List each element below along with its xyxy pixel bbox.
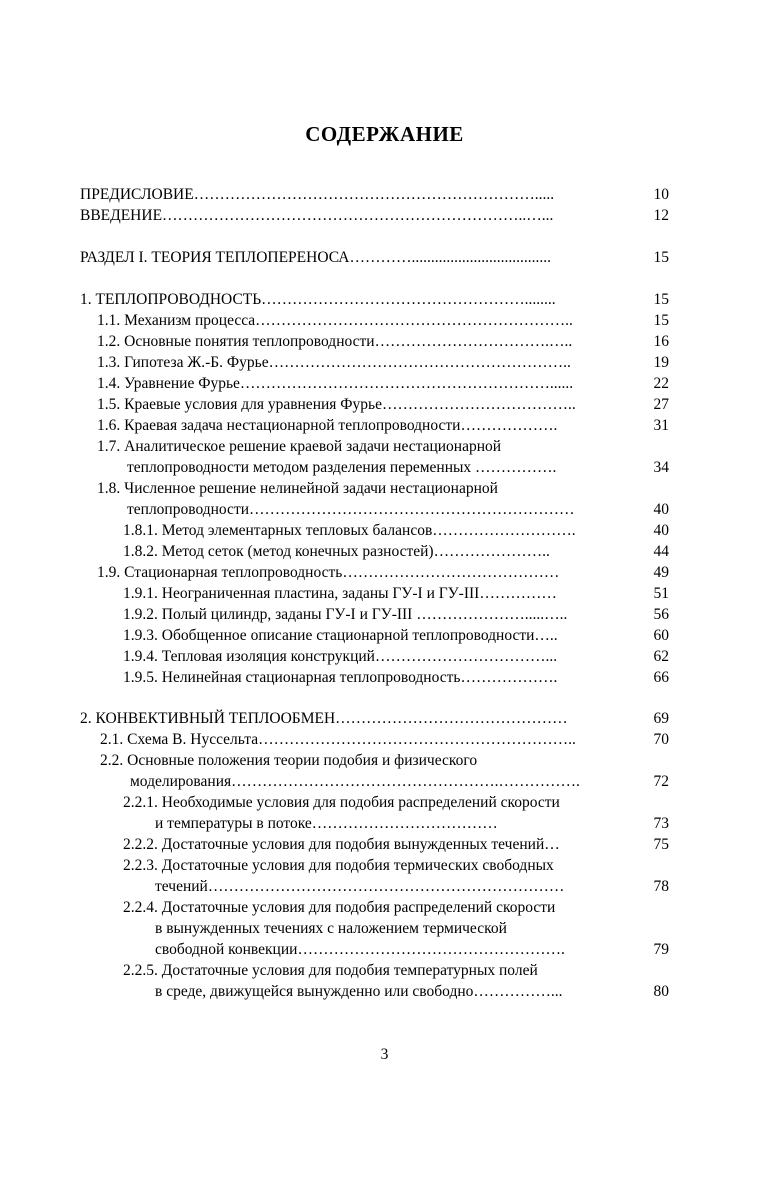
toc-page-1-5: 27 xyxy=(653,396,669,413)
page-title: СОДЕРЖАНИЕ xyxy=(305,122,464,146)
toc-entry-2-2-4: 2.2.4. Достаточные условия для подобия распределений скорости xyxy=(123,899,556,916)
toc-entry-introduction: ВВЕДЕНИЕ……………………………………………………………..…... xyxy=(80,207,554,224)
toc-entry-2-2-4-cont1: в вынужденных течениях с наложением термической xyxy=(155,920,507,937)
toc-entry-1-9-4: 1.9.4. Тепловая изоляция конструкций……………………………... xyxy=(123,648,558,665)
toc-page-1-6: 31 xyxy=(653,417,669,434)
toc-entry-2-1: 2.1. Схема В. Нуссельта…………………………………………………….. xyxy=(100,731,576,748)
toc-entry-2-2-4-cont2: свободной конвекции……………………………………………. xyxy=(155,941,565,958)
toc-page-chapter-1: 15 xyxy=(653,291,669,308)
toc-entry-1-8-1: 1.8.1. Метод элементарных тепловых балансов………………………. xyxy=(123,522,576,539)
toc-entry-2-2: 2.2. Основные положения теории подобия и физического xyxy=(100,752,478,769)
toc-page-1-9: 49 xyxy=(653,564,669,581)
toc-entry-1-1: 1.1. Механизм процесса…………………………………………………….. xyxy=(97,312,573,329)
toc-entry-1-3: 1.3. Гипотеза Ж.-Б. Фурье………………………………………………….. xyxy=(97,354,571,371)
toc-entry-1-4: 1.4. Уравнение Фурье……………………………………………………...... xyxy=(97,375,574,392)
toc-page-2-2-1: 73 xyxy=(653,815,669,832)
toc-page-1-8: 40 xyxy=(653,501,669,518)
toc-page-1-8-1: 40 xyxy=(653,522,669,539)
toc-page-2-2-4: 79 xyxy=(653,941,669,958)
toc-page-2-1: 70 xyxy=(653,731,669,748)
toc-page-1-1: 15 xyxy=(653,312,669,329)
toc-entry-1-8-2: 1.8.2. Метод сеток (метод конечных разностей)………………….. xyxy=(123,543,550,560)
toc-page-1-9-4: 62 xyxy=(653,648,669,665)
toc-entry-1-2: 1.2. Основные понятия теплопроводности…………………………….….. xyxy=(97,333,573,350)
toc-page-2-2-3: 78 xyxy=(653,878,669,895)
toc-page-1-9-3: 60 xyxy=(653,627,669,644)
toc-entry-1-7: 1.7. Аналитическое решение краевой задачи нестационарной xyxy=(97,438,502,455)
toc-page-1-9-1: 51 xyxy=(653,585,669,602)
toc-entry-1-9: 1.9. Стационарная теплопроводность…………………………………… xyxy=(97,564,560,581)
toc-page-section-1: 15 xyxy=(653,249,669,266)
toc-entry-1-5: 1.5. Краевые условия для уравнения Фурье……………………………….. xyxy=(97,396,576,413)
toc-entry-1-9-1: 1.9.1. Неограниченная пластина, заданы ГУ-I и ГУ-III…………… xyxy=(123,585,557,602)
toc-entry-2-2-5: 2.2.5. Достаточные условия для подобия температурных полей xyxy=(123,962,538,979)
toc-page-preface: 10 xyxy=(653,186,669,203)
toc-page-1-3: 19 xyxy=(653,354,669,371)
toc-page-2-2-2: 75 xyxy=(653,836,669,853)
toc-page-1-9-5: 66 xyxy=(653,669,669,686)
toc-entry-preface: ПРЕДИСЛОВИЕ…………………………………………………………..... xyxy=(80,186,555,203)
toc-entry-1-9-2: 1.9.2. Полый цилиндр, заданы ГУ-I и ГУ-III ………………….....….. xyxy=(123,606,568,623)
toc-entry-1-9-5: 1.9.5. Нелинейная стационарная теплопроводность………………. xyxy=(123,669,558,686)
toc-entry-1-7-cont: теплопроводности методом разделения переменных ……………. xyxy=(127,459,557,476)
toc-entry-1-9-3: 1.9.3. Обобщенное описание стационарной теплопроводности….. xyxy=(123,627,558,644)
toc-page-1-7: 34 xyxy=(653,459,669,476)
toc-entry-2-2-1-cont: и температуры в потоке……………………………… xyxy=(155,815,498,832)
toc-entry-2-2-1: 2.2.1. Необходимые условия для подобия распределений скорости xyxy=(123,794,560,811)
toc-entry-2-2-3-cont: течений…………………………………………………………… xyxy=(155,878,565,895)
toc-page-1-4: 22 xyxy=(653,375,669,392)
page-number: 3 xyxy=(380,1046,389,1063)
toc-entry-2-2-5-cont: в среде, движущейся вынужденно или свободно……………... xyxy=(155,983,563,1000)
toc-page-chapter-2: 69 xyxy=(653,710,669,727)
toc-page-2-2: 72 xyxy=(653,773,669,790)
toc-entry-chapter-2: 2. КОНВЕКТИВНЫЙ ТЕПЛООБМЕН……………………………………… xyxy=(80,710,568,727)
toc-entry-section-1: РАЗДЕЛ I. ТЕОРИЯ ТЕПЛОПЕРЕНОСА………….................................... xyxy=(80,249,551,266)
toc-entry-2-2-2: 2.2.2. Достаточные условия для подобия вынужденных течений… xyxy=(123,836,560,853)
toc-page-1-8-2: 44 xyxy=(653,543,669,560)
toc-page-1-9-2: 56 xyxy=(653,606,669,623)
toc-page-introduction: 12 xyxy=(653,207,669,224)
toc-entry-chapter-1: 1. ТЕПЛОПРОВОДНОСТЬ……………………………………………........ xyxy=(80,291,556,308)
toc-entry-2-2-3: 2.2.3. Достаточные условия для подобия термических свободных xyxy=(123,857,554,874)
toc-page-2-2-5: 80 xyxy=(653,983,669,1000)
toc-entry-1-8: 1.8. Численное решение нелинейной задачи нестационарной xyxy=(97,480,498,497)
toc-entry-1-6: 1.6. Краевая задача нестационарной теплопроводности………………. xyxy=(97,417,558,434)
toc-entry-1-8-cont: теплопроводности……………………………………………………… xyxy=(127,501,575,518)
toc-entry-2-2-cont: моделирования…………………………………………….……………. xyxy=(130,773,580,790)
toc-page-1-2: 16 xyxy=(653,333,669,350)
